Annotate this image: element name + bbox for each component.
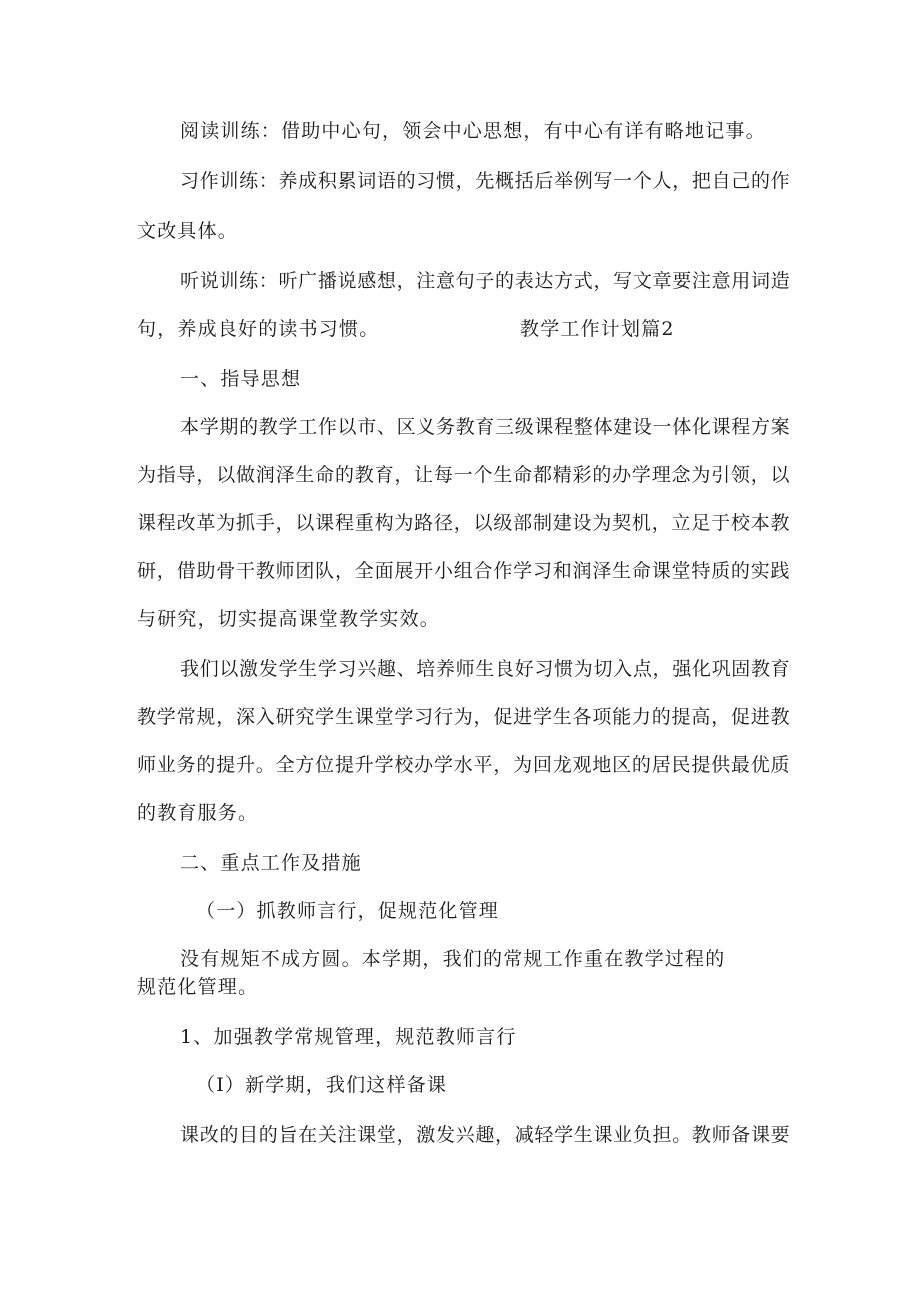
text-line: 没有规矩不成方圆。本学期，我们的常规工作重在教学过程的 — [180, 948, 726, 970]
text-line: 规范化管理。 — [137, 976, 259, 998]
text-line: 句，养成良好的读书习惯。 — [137, 318, 380, 340]
text-line: 我 们 以 激 发 学 生 学 习 兴 趣 、 培 养 师 生 良 好 习 惯 为 切 入 点 ， 强 化 巩 固 教 育 — [180, 658, 790, 680]
section-title: 教学工作计划篇2 — [520, 318, 675, 340]
text-line: 教 学 常 规 ， 深 入 研 究 学 生 课 堂 学 习 行 为 ， 促 进 学 生 各 项 能 力 的 提 高 ， 促 进 教 — [137, 706, 790, 728]
heading-1: 一、指导思想 — [180, 368, 302, 390]
text-line: 研 ， 借 助 骨 干 教 师 团 队 ， 全 面 展 开 小 组 合 作 学 习 和 润 泽 生 命 课 堂 特 质 的 实 践 — [137, 560, 790, 582]
text-line: 为 指 导 ， 以 做 润 泽 生 命 的 教 育 ， 让 每 一 个 生 命 都 精 彩 的 办 学 理 念 为 引 领 ， 以 — [137, 464, 790, 486]
text-line: 习 作 训 练 ： 养 成 积 累 词 语 的 习 惯 ， 先 概 括 后 举 例 写 一 个 人 ， 把 自 己 的 作 — [180, 170, 790, 192]
text-line: 课 改 的 目 的 旨 在 关 注 课 堂 ， 激 发 兴 趣 ， 减 轻 学 生 课 业 负 担 。 教 师 备 课 要 — [180, 1124, 790, 1146]
text-line: 的教育服务。 — [137, 802, 259, 824]
text-line: 阅读训练：借助中心句，领会中心思想，有中心有详有略地记事。 — [180, 120, 766, 142]
text-line: 本 学 期 的 教 学 工 作 以 市 、 区 义 务 教 育 三 级 课 程 整 体 建 设 一 体 化 课 程 方 案 — [180, 416, 790, 438]
subheading: （I）新学期，我们这样备课 — [196, 1074, 448, 1096]
text-line: 文改具体。 — [137, 220, 239, 242]
text-line: 听 说 训 练 ： 听 广 播 说 感 想 ， 注 意 句 子 的 表 达 方 式 ， 写 文 章 要 注 意 用 词 造 — [180, 270, 790, 292]
subheading: （一）抓教师言行，促规范化管理 — [196, 900, 500, 922]
subheading: 1、加强教学常规管理，规范教师言行 — [180, 1026, 517, 1048]
text-line: 课 程 改 革 为 抓 手 ， 以 课 程 重 构 为 路 径 ， 以 级 部 制 建 设 为 契 机 ， 立 足 于 校 本 教 — [137, 512, 790, 534]
text-line: 师 业 务 的 提 升 。 全 方 位 提 升 学 校 办 学 水 平 ， 为 回 龙 观 地 区 的 居 民 提 供 最 优 质 — [137, 754, 790, 776]
heading-2: 二、重点工作及措施 — [180, 852, 362, 874]
text-line: 与研究，切实提高课堂教学实效。 — [137, 608, 441, 630]
